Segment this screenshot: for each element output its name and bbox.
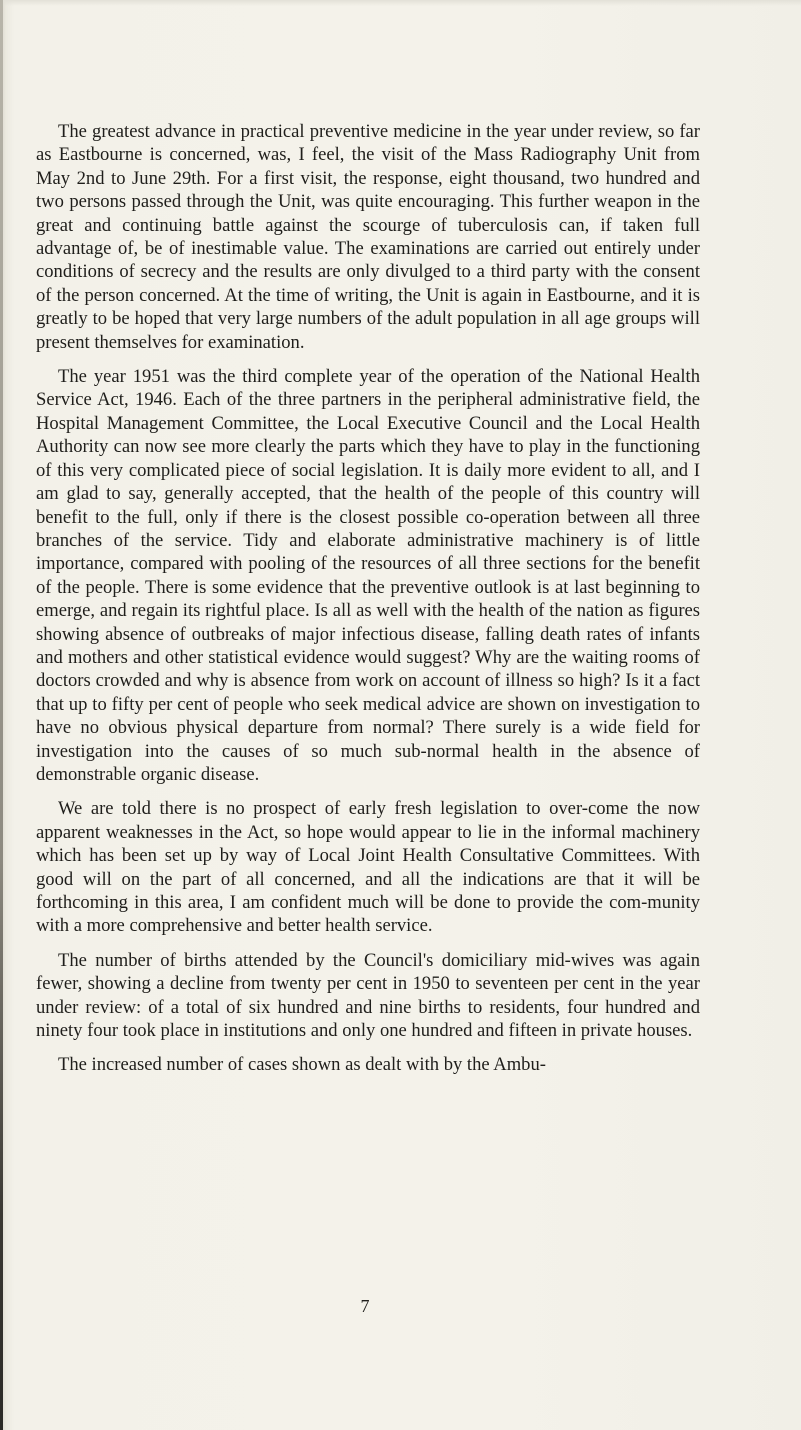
- paragraph-mass-radiography: The greatest advance in practical preventive medicine in the year under review, so far as Eastbourne is concerned, was, I feel, the visit of the Mass Radiography Unit from May 2nd to June 29th. For a first visit, the response, eight thousand, two hundred and two persons passed through the Unit, was quite encouraging. This further weapon in the great and continuing battle against the scourge of tuberculosis can, if taken full advantage of, be of inestimable value. The examinations are carried out entirely under conditions of secrecy and the results are only divulged to a third party with the consent of the person concerned. At the time of writing, the Unit is again in Eastbourne, and it is greatly to be hoped that very large numbers of the adult population in all age groups will present themselves for examination.: [36, 121, 700, 353]
- paragraph-births-midwives: The number of births attended by the Council's domiciliary mid-wives was again fewer, showing a decline from twenty per cent in 1950 to seventeen per cent in the year under review: of a total of six hundred and nine births to residents, four hundred and ninety four took place in institutions and only one hundred and fifteen in private houses.: [36, 949, 700, 1042]
- body-text: [36, 120, 700, 1077]
- binding-edge: [0, 0, 3, 1430]
- paragraph-ambulance: The increased number of cases shown as dealt with by the Ambu-: [58, 1054, 546, 1076]
- paragraph-national-health-service: The year 1951 was the third complete year of the operation of the National Health Service Act, 1946. Each of the three partners in the peripheral administrative field, the Hospital Management Committee, the Local Executive Council and the Local Health Authority can now see more clearly the parts which they have to play in the functioning of this very complicated piece of social legislation. It is daily more evident to all, and I am glad to say, generally accepted, that the health of the people of this country will benefit to the full, only if there is the closest possible co-operation between all three branches of the service. Tidy and elaborate administrative machinery is of little importance, compared with pooling of the resources of all three sections for the benefit of the people. There is some evidence that the preventive outlook is at last beginning to emerge, and regain its rightful place. Is all as well with the health of the nation as figures showing absence of outbreaks of major infectious disease, falling death rates of infants and mothers and other statistical evidence would suggest? Why are the waiting rooms of doctors crowded and why is absence from work on account of illness so high? Is it a fact that up to fifty per cent of people who seek medical advice are shown on investigation to have no obvious physical departure from normal? There surely is a wide field for investigation into the causes of so much sub-normal health in the absence of demonstrable organic disease.: [36, 366, 700, 785]
- paragraph-consultative-committees: We are told there is no prospect of early fresh legislation to over-come the now apparent weaknesses in the Act, so hope would appear to lie in the informal machinery which has been set up by way of Local Joint Health Consultative Committees. With good will on the part of all concerned, and all the indications are that it will be forthcoming in this area, I am confident much will be done to provide the com-munity with a more comprehensive and better health service.: [36, 798, 700, 937]
- page-number: 7: [360, 1296, 370, 1316]
- page-top-edge: [0, 0, 801, 6]
